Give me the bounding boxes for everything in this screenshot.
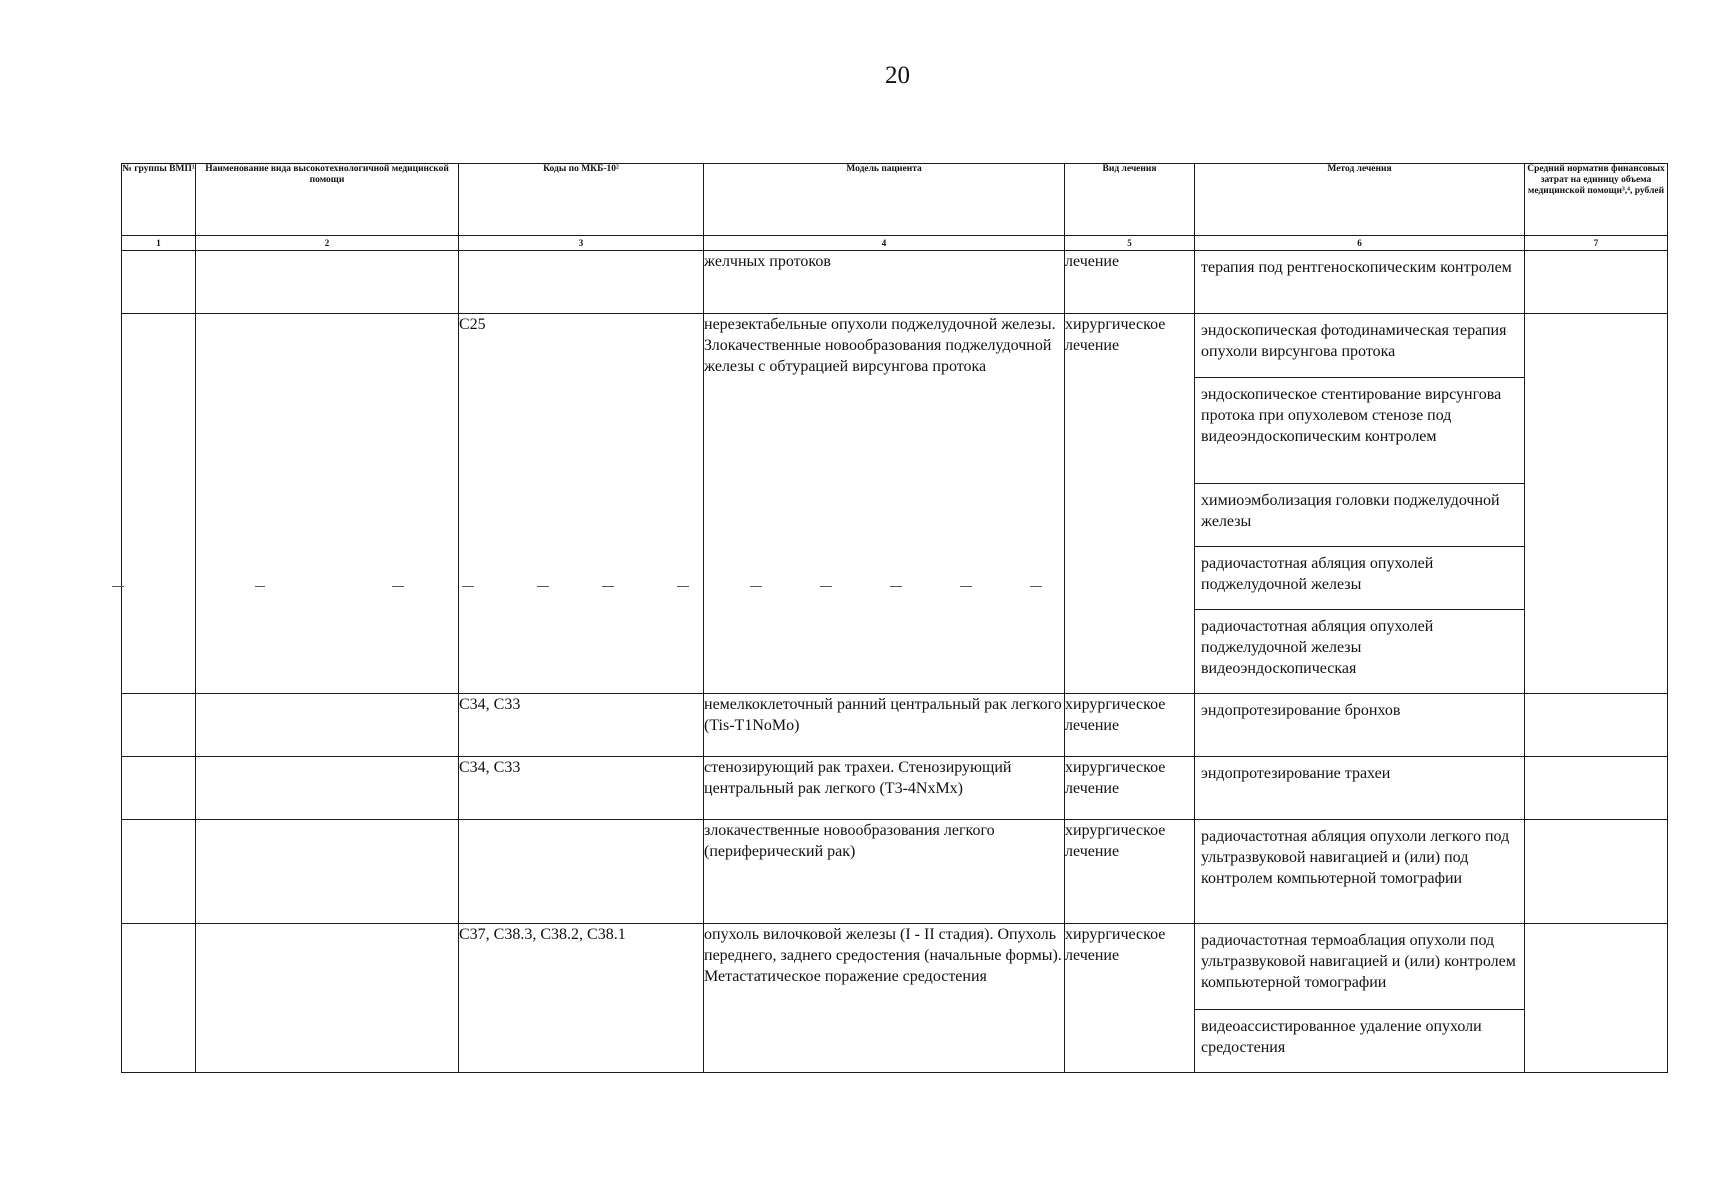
column-number: 6	[1195, 236, 1525, 251]
patient-model-cell: немелкоклеточный ранний центральный рак легкого (Tis-T1NoMo)	[704, 694, 1065, 757]
group-number-cell	[122, 820, 196, 924]
patient-model-cell: нерезектабельные опухоли поджелудочной железы. Злокачественные новообразования поджелудочной железы с обтурацией вирсунгова протока	[704, 314, 1065, 694]
icd-code-cell: C37, C38.3, C38.2, C38.1	[459, 924, 704, 1073]
group-number-cell	[122, 924, 196, 1073]
scan-artifact-line	[890, 586, 902, 587]
column-number: 1	[122, 236, 196, 251]
scan-artifact-line	[677, 586, 689, 587]
care-type-cell	[196, 820, 459, 924]
header-treatment-method: Метод лечения	[1195, 164, 1525, 236]
treatment-method: радиочастотная абляция опухолей поджелудочной железы	[1195, 546, 1524, 609]
header-icd-codes: Коды по МКБ-10²	[459, 164, 704, 236]
care-type-cell	[196, 251, 459, 314]
table-row	[122, 757, 1668, 820]
table-row	[122, 694, 1668, 757]
treatment-method-cell	[1195, 251, 1525, 314]
cost-norm-cell	[1525, 251, 1668, 314]
table-row	[122, 820, 1668, 924]
patient-model-cell: опухоль вилочковой железы (I - II стадия). Опухоль переднего, заднего средостения (начальные формы). Метастатическое поражение средостения	[704, 924, 1065, 1073]
treatment-type-cell: хирургическое лечение	[1065, 757, 1195, 820]
scan-artifact-line	[112, 586, 124, 587]
scan-artifact-line	[462, 586, 474, 587]
treatment-method: радиочастотная абляция опухолей поджелудочной железы видеоэндоскопическая	[1195, 609, 1524, 693]
care-type-cell	[196, 314, 459, 694]
column-number-row	[122, 236, 1668, 251]
page-number: 20	[885, 62, 910, 89]
treatment-method-cell	[1195, 820, 1525, 924]
scan-artifact-line	[392, 586, 404, 587]
scan-artifact-line	[255, 586, 265, 587]
treatment-method: радиочастотная абляция опухоли легкого под ультразвуковой навигацией и (или) под контролем компьютерной томографии	[1201, 828, 1510, 887]
treatment-type-cell: хирургическое лечение	[1065, 820, 1195, 924]
icd-code-cell	[459, 820, 704, 924]
patient-model-cell: злокачественные новообразования легкого (периферический рак)	[704, 820, 1065, 924]
treatment-method: терапия под рентгеноскопическим контролем	[1201, 259, 1512, 276]
scan-artifact-line	[602, 586, 614, 587]
icd-code-cell: C25	[459, 314, 704, 694]
group-number-cell	[122, 314, 196, 694]
cost-norm-cell	[1525, 314, 1668, 694]
treatment-method-cell	[1195, 314, 1525, 694]
treatment-type-cell: хирургическое лечение	[1065, 694, 1195, 757]
treatment-method-cell	[1195, 924, 1525, 1073]
table-row	[122, 314, 1668, 694]
column-number: 7	[1525, 236, 1668, 251]
patient-model-cell: стенозирующий рак трахеи. Стенозирующий центральный рак легкого (T3-4NxMx)	[704, 757, 1065, 820]
cost-norm-cell	[1525, 694, 1668, 757]
column-number: 3	[459, 236, 704, 251]
treatment-type-cell: хирургическое лечение	[1065, 314, 1195, 694]
column-number: 4	[704, 236, 1065, 251]
icd-code-cell	[459, 251, 704, 314]
header-group-number: № группы ВМП¹	[122, 164, 196, 236]
group-number-cell	[122, 694, 196, 757]
treatment-method: химиоэмболизация головки поджелудочной железы	[1195, 483, 1524, 546]
icd-code-cell: C34, C33	[459, 694, 704, 757]
treatment-type-cell: лечение	[1065, 251, 1195, 314]
vmp-table	[121, 163, 1668, 1073]
column-number: 5	[1065, 236, 1195, 251]
column-number: 2	[196, 236, 459, 251]
care-type-cell	[196, 694, 459, 757]
care-type-cell	[196, 924, 459, 1073]
scan-artifact-line	[1030, 586, 1042, 587]
scan-artifact-line	[750, 586, 762, 587]
icd-code-cell: C34, C33	[459, 757, 704, 820]
treatment-method-cell	[1195, 757, 1525, 820]
treatment-method: радиочастотная термоаблация опухоли под ультразвуковой навигацией и (или) контролем компьютерной томографии	[1201, 932, 1516, 991]
treatment-method: эндоскопическая фотодинамическая терапия опухоли вирсунгова протока	[1201, 322, 1507, 360]
treatment-method-cell	[1195, 694, 1525, 757]
care-type-cell	[196, 757, 459, 820]
patient-model-cell: желчных протоков	[704, 251, 1065, 314]
cost-norm-cell	[1525, 924, 1668, 1073]
scan-artifact-line	[820, 586, 832, 587]
scan-artifact-line	[960, 586, 972, 587]
group-number-cell	[122, 757, 196, 820]
table-row	[122, 924, 1668, 1073]
treatment-method: видеоассистированное удаление опухоли средостения	[1195, 1009, 1524, 1072]
header-treatment-type: Вид лечения	[1065, 164, 1195, 236]
table-row	[122, 251, 1668, 314]
cost-norm-cell	[1525, 820, 1668, 924]
table-header-row	[122, 164, 1668, 236]
group-number-cell	[122, 251, 196, 314]
treatment-method: эндоскопическое стентирование вирсунгова протока при опухолевом стенозе под видеоэндоскопическим контролем	[1195, 377, 1524, 483]
treatment-method: эндопротезирование трахеи	[1201, 765, 1391, 782]
scan-artifact-line	[537, 586, 549, 587]
header-cost-norm: Средний норматив финансовых затрат на единицу объема медицинской помощи³,⁴, рублей	[1525, 164, 1668, 236]
treatment-method: эндопротезирование бронхов	[1201, 702, 1401, 719]
header-care-type: Наименование вида высокотехнологичной медицинской помощи	[196, 164, 459, 236]
cost-norm-cell	[1525, 757, 1668, 820]
treatment-type-cell: хирургическое лечение	[1065, 924, 1195, 1073]
header-patient-model: Модель пациента	[704, 164, 1065, 236]
